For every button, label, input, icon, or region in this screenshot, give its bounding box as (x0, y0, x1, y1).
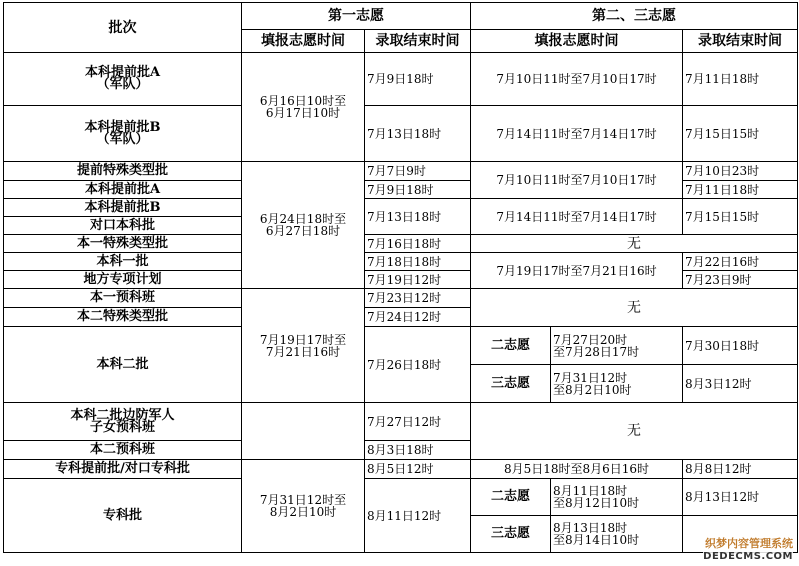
header-fill-time-first: 填报志愿时间 (242, 30, 365, 53)
end-time-cell: 7月10日23时 (683, 162, 798, 181)
end-time-cell: 7月23日9时 (683, 271, 798, 289)
batch-cell: 本科提前批B (4, 199, 242, 217)
batch-cell: 本科二批边防军人 子女预科班 (4, 403, 242, 441)
fill-time-cell: 7月19日17时至7月21日16时 (471, 253, 683, 289)
batch-cell: 本一预科班 (4, 289, 242, 308)
header-end-time-second: 录取结束时间 (683, 30, 798, 53)
fill-time-cell: 8月13日18时 至8月14日10时 (551, 516, 683, 553)
second-choice-label: 二志愿 (471, 479, 551, 516)
watermark-line-2: DEDECMS.COM (703, 551, 793, 562)
header-end-time-first: 录取结束时间 (365, 30, 471, 53)
fill-time-cell: 7月19日17时至 7月21日16时 (242, 289, 365, 403)
batch-cell: 对口本科批 (4, 217, 242, 235)
end-time-cell: 7月15日15时 (683, 106, 798, 162)
fill-time-cell: 7月27日20时 至7月28日17时 (551, 327, 683, 365)
end-time-cell: 7月15日15时 (683, 199, 798, 235)
third-choice-label: 三志愿 (471, 516, 551, 553)
end-time-cell: 7月11日18时 (683, 53, 798, 106)
table-row (4, 106, 798, 162)
end-time-cell: 8月3日12时 (683, 365, 798, 403)
end-time-cell: 8月5日12时 (365, 460, 471, 479)
batch-cell: 本二预科班 (4, 441, 242, 460)
admission-schedule-table (3, 2, 798, 553)
table-row (4, 327, 798, 365)
end-time-cell: 7月22日16时 (683, 253, 798, 271)
third-choice-label: 三志愿 (471, 365, 551, 403)
fill-time-cell: 8月5日18时至8月6日16时 (471, 460, 683, 479)
end-time-cell: 7月13日18时 (365, 199, 471, 235)
table-row (4, 53, 798, 106)
end-time-cell: 7月24日12时 (365, 308, 471, 327)
end-time-cell: 7月7日9时 (365, 162, 471, 181)
watermark (703, 535, 793, 562)
batch-cell: 本科提前批A (4, 181, 242, 199)
table-row (4, 162, 798, 181)
table-row (4, 460, 798, 479)
table-row (4, 479, 798, 516)
none-cell: 无 (471, 235, 798, 253)
watermark-line-1: 织梦内容管理系统 (705, 537, 793, 550)
admission-schedule-sheet (3, 2, 797, 564)
end-time-cell: 7月11日18时 (683, 181, 798, 199)
fill-time-cell: 6月24日18时至 6月27日18时 (242, 162, 365, 289)
end-time-cell: 8月11日12时 (365, 479, 471, 553)
batch-cell: 本二特殊类型批 (4, 308, 242, 327)
batch-cell: 本科二批 (4, 327, 242, 403)
header-second-third-choice: 第二、三志愿 (471, 3, 798, 30)
fill-time-cell: 7月14日11时至7月14日17时 (471, 106, 683, 162)
table-row (4, 289, 798, 308)
batch-cell: 提前特殊类型批 (4, 162, 242, 181)
batch-cell: 专科提前批/对口专科批 (4, 460, 242, 479)
header-row-1 (4, 3, 798, 30)
end-time-cell: 7月9日18时 (365, 53, 471, 106)
table-row (4, 199, 798, 217)
fill-time-cell: 7月10日11时至7月10日17时 (471, 53, 683, 106)
end-time-cell: 7月19日12时 (365, 271, 471, 289)
fill-time-cell: 7月31日12时至 8月2日10时 (242, 460, 365, 553)
fill-time-cell (242, 403, 365, 460)
batch-cell: 本科提前批B （军队） (4, 106, 242, 162)
header-first-choice: 第一志愿 (242, 3, 471, 30)
table-row (4, 253, 798, 271)
end-time-cell: 7月27日12时 (365, 403, 471, 441)
end-time-cell: 8月13日12时 (683, 479, 798, 516)
header-fill-time-second: 填报志愿时间 (471, 30, 683, 53)
header-batch: 批次 (4, 3, 242, 53)
none-cell: 无 (471, 403, 798, 460)
table-row (4, 235, 798, 253)
end-time-cell: 7月13日18时 (365, 106, 471, 162)
fill-time-cell: 7月10日11时至7月10日17时 (471, 162, 683, 199)
batch-cell: 本科一批 (4, 253, 242, 271)
end-time-cell: 7月30日18时 (683, 327, 798, 365)
batch-cell: 本一特殊类型批 (4, 235, 242, 253)
batch-cell: 地方专项计划 (4, 271, 242, 289)
batch-cell: 本科提前批A （军队） (4, 53, 242, 106)
fill-time-cell: 6月16日10时至 6月17日10时 (242, 53, 365, 162)
none-cell: 无 (471, 289, 798, 327)
second-choice-label: 二志愿 (471, 327, 551, 365)
fill-time-cell: 8月11日18时 至8月12日10时 (551, 479, 683, 516)
end-time-cell: 8月3日18时 (365, 441, 471, 460)
end-time-cell: 7月16日18时 (365, 235, 471, 253)
end-time-cell: 7月23日12时 (365, 289, 471, 308)
table-row (4, 403, 798, 441)
end-time-cell: 7月9日18时 (365, 181, 471, 199)
end-time-cell: 7月18日18时 (365, 253, 471, 271)
end-time-cell: 7月26日18时 (365, 327, 471, 403)
fill-time-cell: 7月14日11时至7月14日17时 (471, 199, 683, 235)
end-time-cell: 8月8日12时 (683, 460, 798, 479)
fill-time-cell: 7月31日12时 至8月2日10时 (551, 365, 683, 403)
batch-cell: 专科批 (4, 479, 242, 553)
